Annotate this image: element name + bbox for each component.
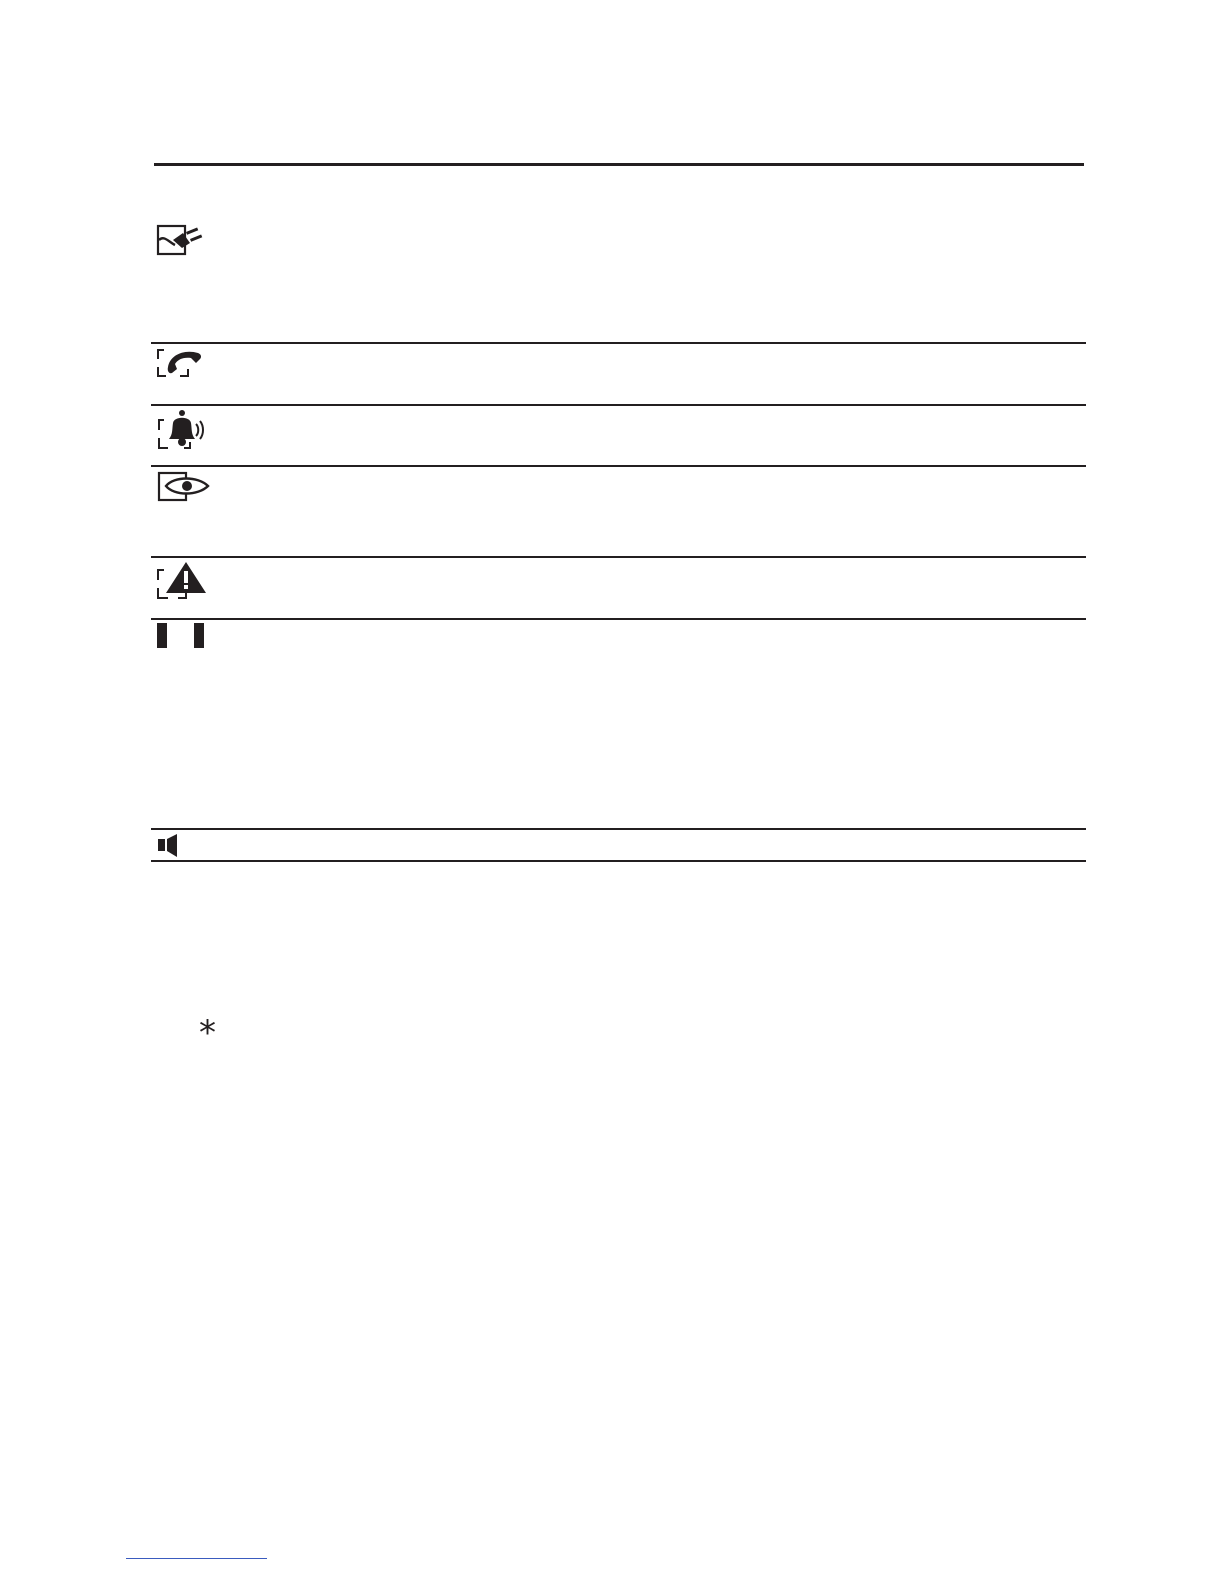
handset-icon — [156, 347, 206, 379]
eye-icon — [156, 470, 212, 504]
power-plug-icon — [156, 224, 208, 258]
section-rule — [151, 828, 1086, 830]
section-rule — [151, 556, 1086, 558]
ringing-bell-icon — [156, 408, 208, 452]
speaker-icon — [156, 833, 182, 859]
section-rule — [151, 404, 1086, 406]
section-rule — [151, 465, 1086, 467]
header-rule — [154, 163, 1084, 166]
pause-bars-icon — [156, 622, 206, 650]
warning-triangle-icon — [156, 560, 208, 602]
footnote-asterisk: * — [199, 1013, 216, 1053]
section-rule — [151, 342, 1086, 344]
section-rule — [151, 860, 1086, 862]
section-rule — [151, 618, 1086, 620]
footnote-rule — [126, 1558, 267, 1559]
